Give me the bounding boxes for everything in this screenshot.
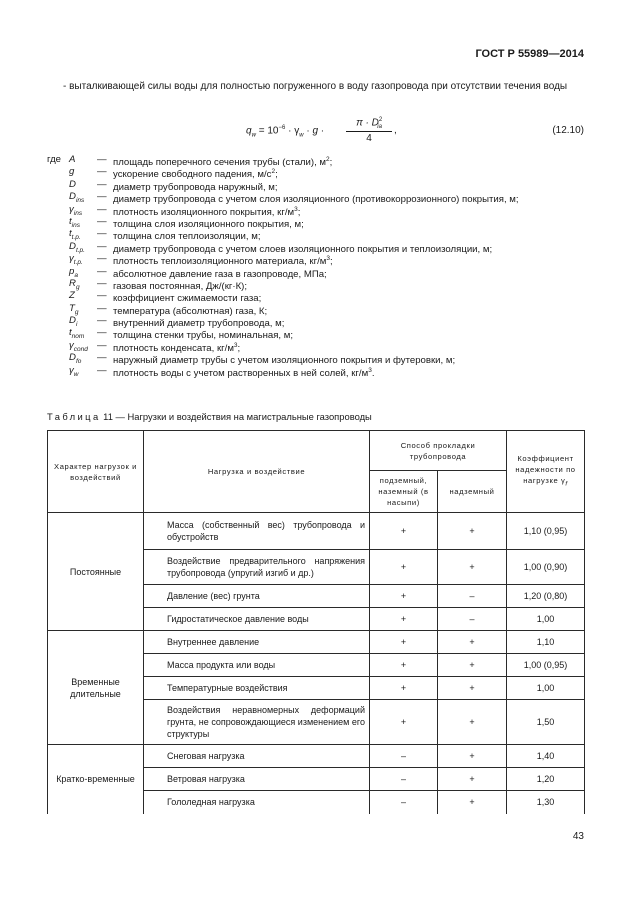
coefficient-cell: 1,00 (0,95) <box>507 654 585 677</box>
coefficient-cell: 1,00 <box>507 608 585 631</box>
definition-symbol: $\gamma_w$ <box>69 364 79 378</box>
equation-number: (12.10) <box>552 125 584 136</box>
underground-cell: + <box>370 677 438 700</box>
definition-dash: — <box>97 327 107 339</box>
definition-symbol: $T_g$ <box>69 302 79 316</box>
definition-dash: — <box>97 302 107 314</box>
category-cell: Постоянные <box>48 513 144 631</box>
definition-symbol: $t_{nom}$ <box>69 327 85 341</box>
underground-cell: + <box>370 513 438 550</box>
fraction-numerator: $\pi \cdot D^2_{ia}$ <box>346 117 392 132</box>
header-method: Способ прокладки трубопровода <box>370 431 507 471</box>
definition-symbol: $D_{t.p.}$ <box>69 240 85 254</box>
definition-text: диаметр трубопровода наружный, м; <box>113 181 278 193</box>
definition-dash: — <box>97 215 107 227</box>
underground-cell: – <box>370 768 438 791</box>
definition-dash: — <box>97 253 107 265</box>
coefficient-cell: 1,40 <box>507 745 585 768</box>
definition-text: плотность воды с учетом растворенных в ней солей, $кг/м^3$. <box>113 366 375 379</box>
definition-dash: — <box>97 352 107 364</box>
definition-text: ускорение свободного падения, $м/с^2$; <box>113 168 278 181</box>
aboveground-cell: + <box>438 700 507 745</box>
definition-symbol: $\gamma_{cond}$ <box>69 339 88 353</box>
aboveground-cell: + <box>438 768 507 791</box>
definition-symbol: $t_{t.p.}$ <box>69 228 81 242</box>
definition-symbol: $D_{fo}$ <box>69 352 82 366</box>
load-cell: Гололедная нагрузка <box>144 791 370 814</box>
intro-paragraph <box>47 80 584 94</box>
table-row <box>48 631 585 654</box>
definition-dash: — <box>97 339 107 351</box>
aboveground-cell: + <box>438 550 507 585</box>
header-character: Характер нагрузок и воздействий <box>48 431 144 513</box>
table-row <box>48 745 585 768</box>
definition-text: диаметр трубопровода с учетом слоев изоляционного покрытия и теплоизоляции, м; <box>113 243 493 255</box>
coefficient-cell: 1,50 <box>507 700 585 745</box>
definition-dash: — <box>97 277 107 289</box>
definition-dash: — <box>97 191 107 203</box>
fraction-denominator: 4 <box>366 133 372 145</box>
definition-dash: — <box>97 228 107 240</box>
aboveground-cell: + <box>438 677 507 700</box>
definition-symbol: $\gamma_{ins}$ <box>69 203 83 217</box>
definition-dash: — <box>97 290 107 302</box>
definition-text: плотность изоляционного покрытия, $кг/м^3$; <box>113 205 301 218</box>
definition-text: толщина стенки трубы, номинальная, м; <box>113 330 293 342</box>
formula-12-10: $q_w = 10^{-6} \cdot \gamma_w \cdot g$ · $\frac{\pi \cdot D^2_{ia}}{4}$ , <box>246 117 397 145</box>
definition-dash: — <box>97 166 107 178</box>
underground-cell: + <box>370 631 438 654</box>
underground-cell: + <box>370 700 438 745</box>
definition-dash: — <box>97 178 107 190</box>
definition-dash: — <box>97 265 107 277</box>
load-cell: Снеговая нагрузка <box>144 745 370 768</box>
definition-symbol: Z <box>69 290 75 302</box>
coefficient-cell: 1,20 (0,80) <box>507 585 585 608</box>
definition-text: толщина слоя теплоизоляции, м; <box>113 231 261 243</box>
definition-dash: — <box>97 154 107 165</box>
load-cell: Воздействие предварительного напряжения трубопровода (упругий изгиб и др.) <box>144 550 370 585</box>
underground-cell: + <box>370 654 438 677</box>
load-cell: Ветровая нагрузка <box>144 768 370 791</box>
definition-symbol: g <box>69 166 75 178</box>
underground-cell: + <box>370 608 438 631</box>
aboveground-cell: + <box>438 631 507 654</box>
definition-dash: — <box>97 240 107 252</box>
category-cell: Временные длительные <box>48 631 144 745</box>
definition-text: площадь поперечного сечения трубы (стали), $м^2$; <box>113 156 333 169</box>
load-cell: Внутреннее давление <box>144 631 370 654</box>
loads-table <box>47 430 585 814</box>
definition-text: толщина слоя изоляционного покрытия, м; <box>113 219 304 231</box>
definition-dash: — <box>97 203 107 215</box>
document-code: ГОСТ Р 55989—2014 <box>475 48 584 60</box>
definition-lead: где <box>47 154 62 165</box>
definition-dash: — <box>97 364 107 376</box>
definition-symbol: $p_a$ <box>69 265 78 279</box>
formula-lhs: $q_w = 10^{-6} \cdot \gamma_w \cdot g$ · <box>246 125 325 139</box>
definition-text: газовая постоянная, Дж/(кг·К); <box>113 281 248 293</box>
definition-symbol: $\gamma_{t.p.}$ <box>69 253 83 267</box>
definition-text: наружный диаметр трубы с учетом изоляционного покрытия и футеровки, м; <box>113 355 456 367</box>
intro-text: - выталкивающей силы воды для полностью погруженного в воду газопровода при отсутствии течения воды <box>63 81 568 92</box>
definition-text: плотность теплоизоляционного материала, $кг/м^3$; <box>113 255 333 268</box>
definition-symbol: A <box>69 154 76 165</box>
definition-symbol: $R_g$ <box>69 277 80 291</box>
coefficient-cell: 1,00 <box>507 677 585 700</box>
coefficient-cell: 1,10 (0,95) <box>507 513 585 550</box>
underground-cell: + <box>370 550 438 585</box>
header-aboveground: надземный <box>438 471 507 513</box>
definition-symbol: D <box>69 178 76 190</box>
definition-symbol: $D_{ins}$ <box>69 191 85 205</box>
page-number: 43 <box>572 831 584 842</box>
load-cell: Температурные воздействия <box>144 677 370 700</box>
aboveground-cell: + <box>438 791 507 814</box>
definition-text: температура (абсолютная) газа, К; <box>113 305 268 317</box>
coefficient-cell: 1,00 (0,90) <box>507 550 585 585</box>
definition-symbol: $D_i$ <box>69 315 78 328</box>
underground-cell: – <box>370 745 438 768</box>
aboveground-cell: – <box>438 608 507 631</box>
aboveground-cell: + <box>438 513 507 550</box>
coefficient-cell: 1,30 <box>507 791 585 814</box>
aboveground-cell: + <box>438 745 507 768</box>
definition-symbol: $t_{ins}$ <box>69 215 80 229</box>
definition-text: плотность конденсата, $кг/м^3$; <box>113 341 241 355</box>
definition-text: абсолютное давление газа в газопроводе, МПа; <box>113 268 327 280</box>
table-caption: Таблица 11 — Нагрузки и воздействия на магистральные газопроводы <box>47 411 372 422</box>
load-cell: Масса (собственный вес) трубопровода и обустройств <box>144 513 370 550</box>
load-cell: Воздействия неравномерных деформаций грунта, не сопровождающиеся изменением его структуры <box>144 700 370 745</box>
aboveground-cell: + <box>438 654 507 677</box>
header-underground: подземный, наземный (в насыпи) <box>370 471 438 513</box>
table-row <box>48 513 585 550</box>
formula-fraction <box>346 117 392 144</box>
category-cell: Кратко-временные <box>48 745 144 814</box>
header-load: Нагрузка и воздействие <box>144 431 370 513</box>
definition-text: диаметр трубопровода с учетом слоя изоляционного (противокоррозионного) покрытия, м; <box>113 194 519 206</box>
coefficient-cell: 1,10 <box>507 631 585 654</box>
definition-text: внутренний диаметр трубопровода, м; <box>113 318 285 330</box>
load-cell: Масса продукта или воды <box>144 654 370 677</box>
header-coefficient: Коэффициент надежности по нагрузке $\gamma_f$ <box>507 431 585 513</box>
load-cell: Гидростатическое давление воды <box>144 608 370 631</box>
coefficient-cell: 1,20 <box>507 768 585 791</box>
underground-cell: + <box>370 585 438 608</box>
underground-cell: – <box>370 791 438 814</box>
definition-dash: — <box>97 315 107 327</box>
aboveground-cell: – <box>438 585 507 608</box>
definition-text: коэффициент сжимаемости газа; <box>113 293 262 305</box>
load-cell: Давление (вес) грунта <box>144 585 370 608</box>
